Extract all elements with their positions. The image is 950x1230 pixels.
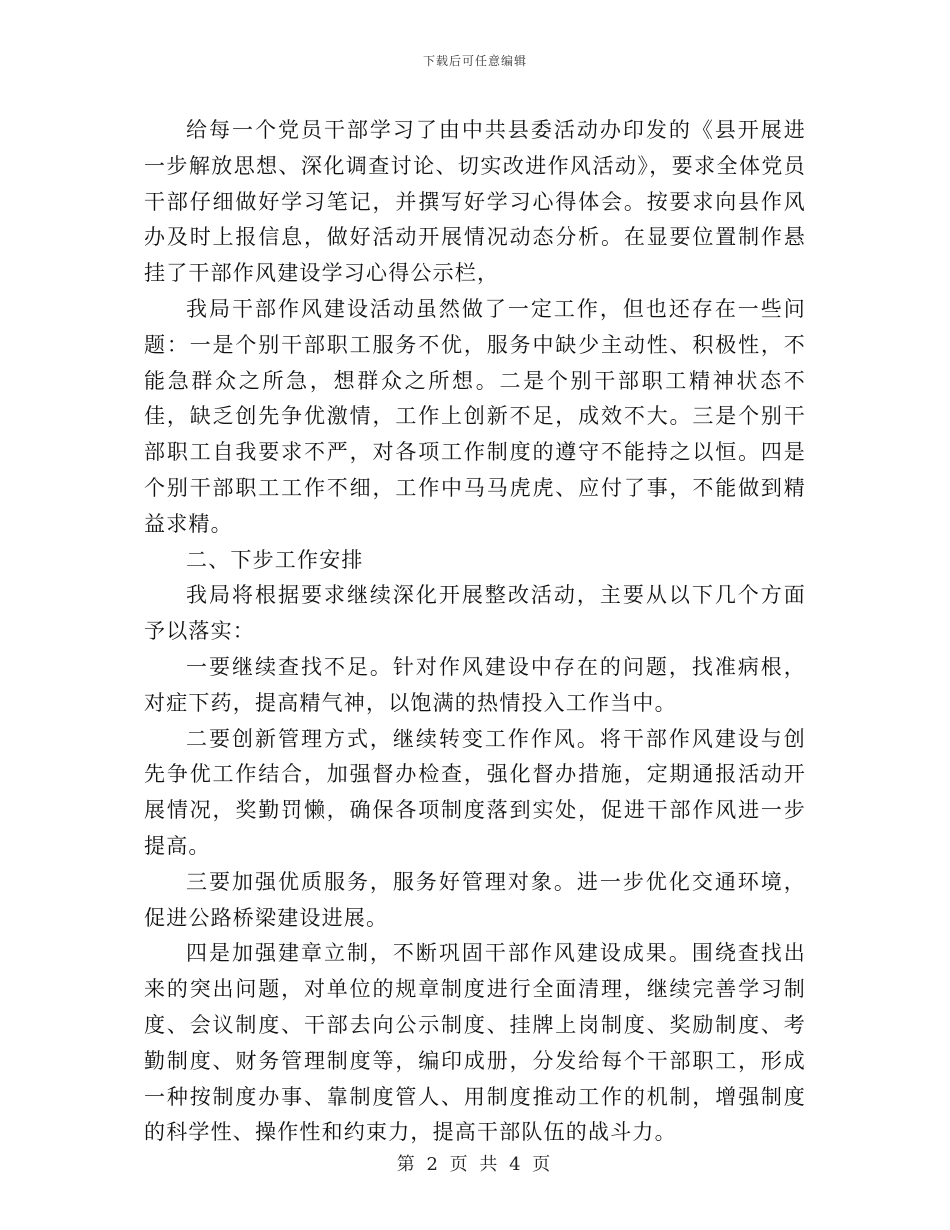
paragraph-step-three: 三要加强优质服务，服务好管理对象。进一步优化交通环境，促进公路桥梁建设进展。: [144, 869, 806, 930]
section-heading-next-steps: 二、下步工作安排: [186, 547, 364, 572]
paragraph-step-two: 二要创新管理方式，继续转变工作作风。将干部作风建设与创先争优工作结合，加强督办检查，强化督办措施，定期通报活动开展情况，奖勤罚懒，确保各项制度落到实处，促进干部作风进一步提高。: [144, 726, 806, 858]
paragraph-existing-problems: 我局干部作风建设活动虽然做了一定工作，但也还存在一些问题：一是个别干部职工服务不优，服务中缺少主动性、积极性，不能急群众之所急，想群众之所想。二是个别干部职工精神状态不佳，缺乏创先争优激情，工作上创新不足，成效不大。三是个别干部职工自我要求不严，对各项工作制度的遵守不能持之以恒。四是个别干部职工工作不细，工作中马马虎虎、应付了事，不能做到精益求精。: [144, 296, 806, 536]
paragraph-next-steps-intro: 我局将根据要求继续深化开展整改活动，主要从以下几个方面予以落实：: [144, 583, 806, 644]
page-number: 第 2 页 共 4 页: [396, 1154, 554, 1175]
paragraph-study-activities: 给每一个党员干部学习了由中共县委活动办印发的《县开展进一步解放思想、深化调查讨论、切实改进作风活动》，要求全体党员干部仔细做好学习笔记，并撰写好学习心得体会。按要求向县作风办及时上报信息，做好活动开展情况动态分析。在显要位置制作悬挂了干部作风建设学习心得公示栏，: [144, 118, 806, 286]
paragraph-step-one: 一要继续查找不足。针对作风建设中存在的问题，找准病根，对症下药，提高精气神，以饱满的热情投入工作当中。: [144, 654, 806, 715]
paragraph-step-four: 四是加强建章立制，不断巩固干部作风建设成果。围绕查找出来的突出问题，对单位的规章制度进行全面清理，继续完善学习制度、会议制度、干部去向公示制度、挂牌上岗制度、奖励制度、考勤制度、财务管理制度等，编印成册，分发给每个干部职工，形成一种按制度办事、靠制度管人、用制度推动工作的机制，增强制度的科学性、操作性和约束力，提高干部队伍的战斗力。: [144, 941, 806, 1145]
document-body: [144, 113, 806, 1151]
page-header-note: 下载后可任意编辑: [422, 54, 527, 68]
